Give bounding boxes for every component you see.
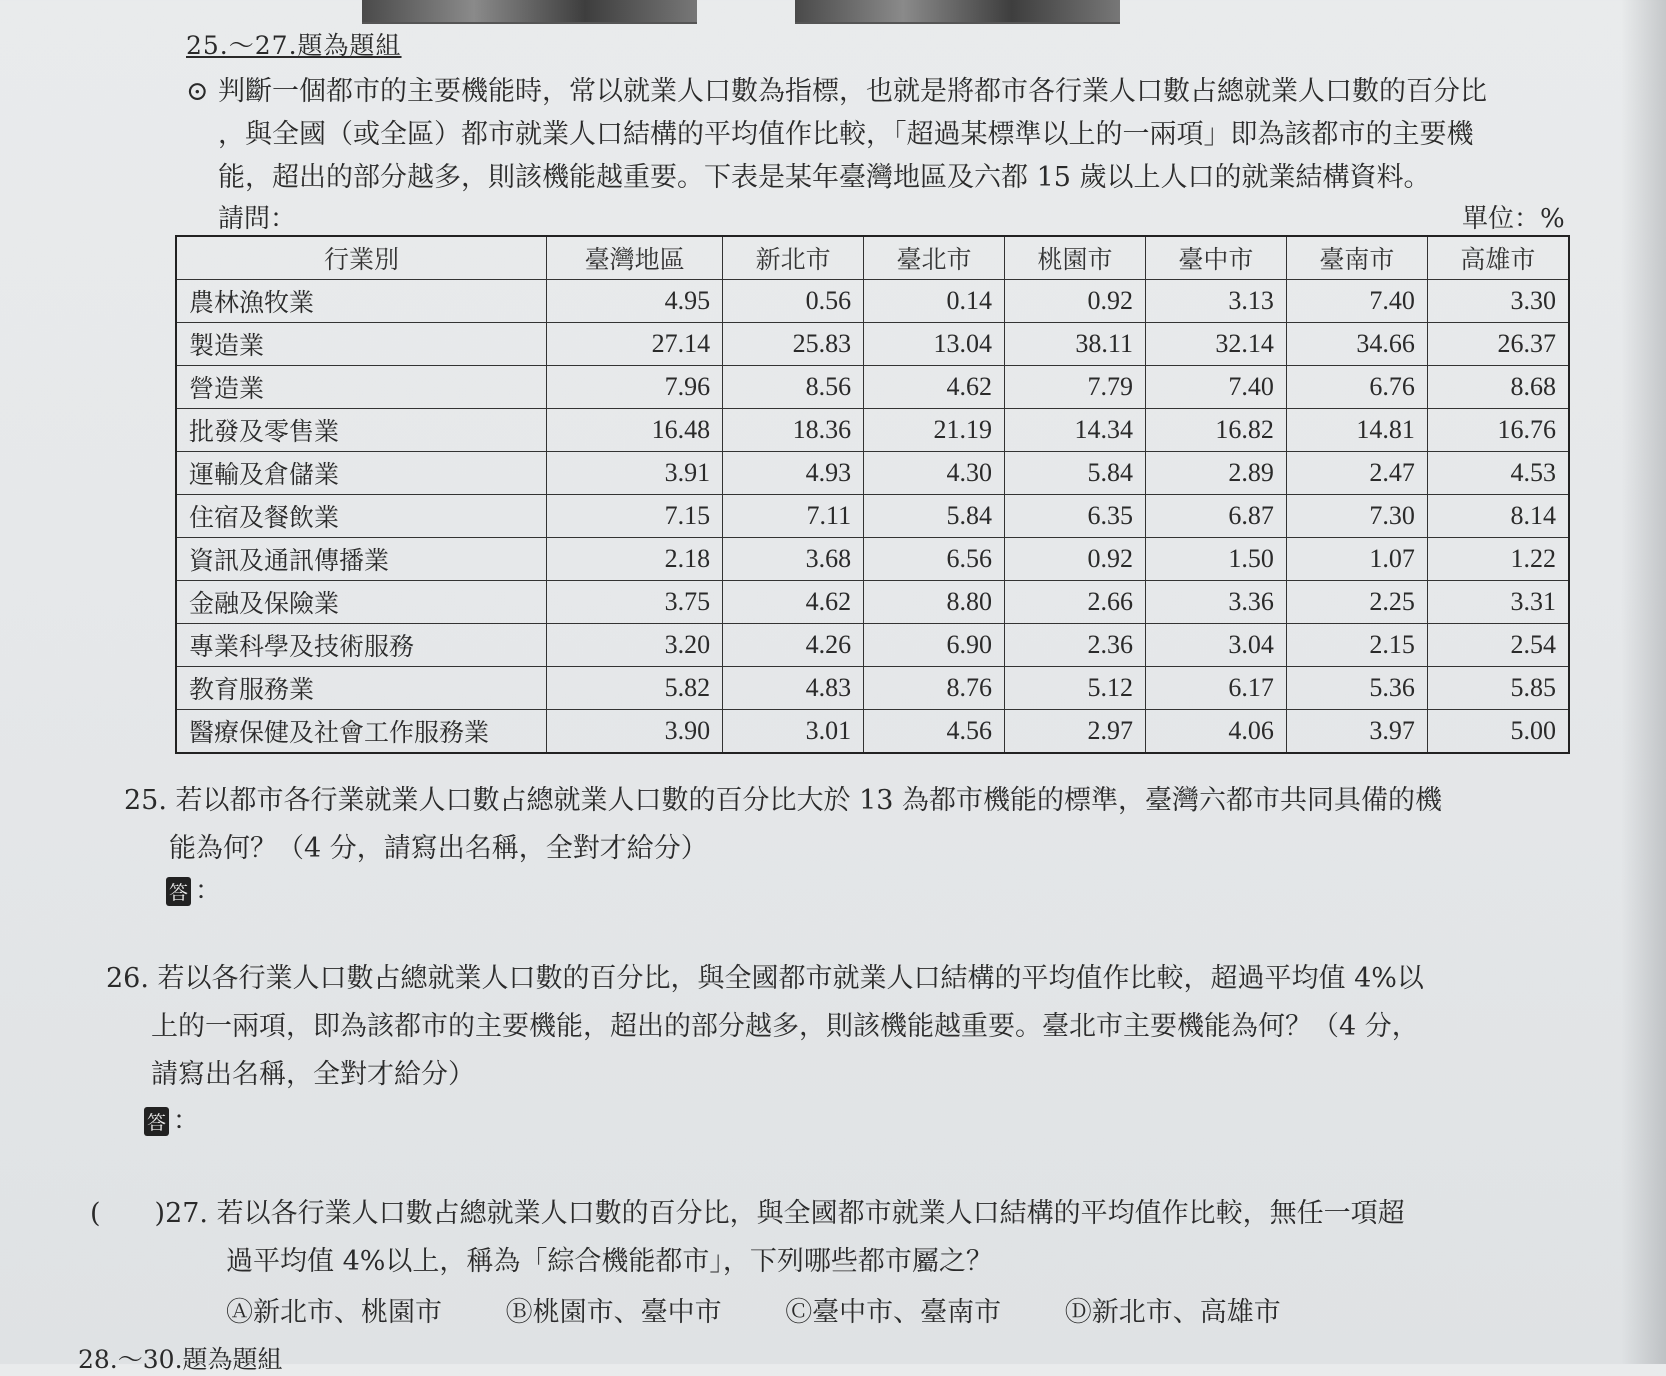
- value-cell: 3.91: [547, 452, 723, 495]
- ask-label: 請問：: [218, 204, 297, 234]
- value-cell: 8.56: [723, 366, 864, 409]
- value-cell: 4.83: [723, 667, 864, 710]
- value-cell: 8.76: [864, 667, 1005, 710]
- value-cell: 3.97: [1286, 710, 1427, 754]
- value-cell: 3.68: [723, 538, 864, 581]
- industry-name-cell: 專業科學及技術服務: [176, 624, 547, 667]
- value-cell: 5.84: [1005, 452, 1146, 495]
- value-cell: 3.13: [1145, 280, 1286, 323]
- answer-icon: 答: [144, 1107, 169, 1136]
- value-cell: 7.15: [547, 495, 723, 538]
- value-cell: 4.53: [1427, 452, 1569, 495]
- table-row: [176, 366, 1569, 409]
- value-cell: 3.75: [547, 581, 723, 624]
- q25-line-1: 25. 若以都市各行業就業人口數占總就業人口數的百分比大於 13 為都市機能的標準，臺灣六都市共同具備的機: [124, 785, 1443, 816]
- value-cell: 4.93: [723, 452, 864, 495]
- value-cell: 4.62: [864, 366, 1005, 409]
- value-cell: 4.30: [864, 452, 1005, 495]
- answer-25[interactable]: 答 ：: [166, 870, 221, 907]
- value-cell: 6.76: [1286, 366, 1427, 409]
- value-cell: 1.50: [1145, 538, 1286, 581]
- value-cell: 4.06: [1145, 710, 1286, 754]
- option-a[interactable]: Ⓐ新北市、桃園市: [226, 1297, 442, 1328]
- value-cell: 3.90: [547, 710, 723, 754]
- header-cell: 新北市: [723, 236, 864, 280]
- value-cell: 5.12: [1005, 667, 1146, 710]
- option-c[interactable]: Ⓒ臺中市、臺南市: [785, 1297, 1002, 1328]
- industry-name-cell: 批發及零售業: [176, 409, 547, 452]
- group-title: 25.～27.題為題組: [186, 31, 402, 60]
- header-cell: 臺中市: [1145, 236, 1286, 280]
- value-cell: 2.66: [1005, 581, 1146, 624]
- question-27: [90, 1190, 1590, 1286]
- industry-name-cell: 營造業: [176, 366, 547, 409]
- value-cell: 7.40: [1145, 366, 1286, 409]
- header-cell: 臺北市: [864, 236, 1005, 280]
- value-cell: 2.54: [1427, 624, 1569, 667]
- value-cell: 0.14: [864, 280, 1005, 323]
- value-cell: 8.80: [864, 581, 1005, 624]
- table-header-row: [176, 236, 1569, 280]
- value-cell: 38.11: [1005, 323, 1146, 366]
- value-cell: 16.48: [547, 409, 723, 452]
- value-cell: 3.01: [723, 710, 864, 754]
- intro-line-1: ⊙ 判斷一個都市的主要機能時，常以就業人口數為指標，也就是將都市各行業人口數占總就業人口數的百分比: [186, 70, 1581, 113]
- value-cell: 4.62: [723, 581, 864, 624]
- unit-label: 單位：%: [1462, 204, 1565, 234]
- value-cell: 3.36: [1145, 581, 1286, 624]
- value-cell: 0.92: [1005, 280, 1146, 323]
- value-cell: 6.17: [1145, 667, 1286, 710]
- value-cell: 6.90: [864, 624, 1005, 667]
- value-cell: 2.15: [1286, 624, 1427, 667]
- value-cell: 4.95: [547, 280, 723, 323]
- table-row: [176, 538, 1569, 581]
- value-cell: 2.18: [547, 538, 723, 581]
- value-cell: 8.14: [1427, 495, 1569, 538]
- option-b[interactable]: Ⓑ桃園市、臺中市: [505, 1297, 722, 1328]
- top-photo-left: [362, 0, 697, 24]
- top-photo-right: [795, 0, 1120, 24]
- value-cell: 34.66: [1286, 323, 1427, 366]
- value-cell: 7.30: [1286, 495, 1427, 538]
- value-cell: 16.82: [1145, 409, 1286, 452]
- value-cell: 5.00: [1427, 710, 1569, 754]
- value-cell: 18.36: [723, 409, 864, 452]
- value-cell: 4.26: [723, 624, 864, 667]
- industry-name-cell: 醫療保健及社會工作服務業: [176, 710, 547, 754]
- value-cell: 5.82: [547, 667, 723, 710]
- value-cell: 21.19: [864, 409, 1005, 452]
- table-row: [176, 710, 1569, 754]
- table-row: [176, 581, 1569, 624]
- industry-name-cell: 住宿及餐飲業: [176, 495, 547, 538]
- header-cell: 臺南市: [1286, 236, 1427, 280]
- table-row: [176, 495, 1569, 538]
- q27-line-1: ( )27. 若以各行業人口數占總就業人口數的百分比，與全國都市就業人口結構的平均值作比較，無任一項超: [90, 1198, 1405, 1229]
- q26-line-2: 上的一兩項，即為該都市的主要機能，超出的部分越多，則該機能越重要。臺北市主要機能為何？（4 分，: [151, 1011, 1419, 1042]
- intro-line-3: 能，超出的部分越多，則該機能越重要。下表是某年臺灣地區及六都 15 歲以上人口的就業結構資料。: [218, 162, 1431, 193]
- option-d[interactable]: Ⓓ新北市、高雄市: [1064, 1297, 1281, 1328]
- page-edge-shadow: [1621, 0, 1666, 1364]
- value-cell: 5.84: [864, 495, 1005, 538]
- value-cell: 2.89: [1145, 452, 1286, 495]
- industry-name-cell: 教育服務業: [176, 667, 547, 710]
- header-cell: 桃園市: [1005, 236, 1146, 280]
- table-row: [176, 280, 1569, 323]
- next-group-title: 28.～30.題為題組: [78, 1345, 283, 1374]
- question-26: [106, 955, 1586, 1099]
- value-cell: 6.56: [864, 538, 1005, 581]
- value-cell: 13.04: [864, 323, 1005, 366]
- table-row: [176, 624, 1569, 667]
- table-row: [176, 409, 1569, 452]
- answer-26[interactable]: 答 ：: [144, 1100, 199, 1137]
- table-row: [176, 667, 1569, 710]
- value-cell: 7.40: [1286, 280, 1427, 323]
- header-cell: 高雄市: [1427, 236, 1569, 280]
- value-cell: 6.35: [1005, 495, 1146, 538]
- value-cell: 3.31: [1427, 581, 1569, 624]
- value-cell: 3.20: [547, 624, 723, 667]
- value-cell: 5.85: [1427, 667, 1569, 710]
- value-cell: 32.14: [1145, 323, 1286, 366]
- value-cell: 4.56: [864, 710, 1005, 754]
- q26-line-1: 26. 若以各行業人口數占總就業人口數的百分比，與全國都市就業人口結構的平均值作比較，超過平均值 4%以: [106, 963, 1424, 994]
- industry-name-cell: 農林漁牧業: [176, 280, 547, 323]
- value-cell: 2.25: [1286, 581, 1427, 624]
- q27-options: [226, 1290, 1336, 1329]
- q27-line-2: 過平均值 4%以上，稱為「綜合機能都市」，下列哪些都市屬之？: [226, 1246, 993, 1277]
- question-25: [124, 777, 1584, 873]
- value-cell: 27.14: [547, 323, 723, 366]
- value-cell: 2.36: [1005, 624, 1146, 667]
- value-cell: 14.34: [1005, 409, 1146, 452]
- q26-line-3: 請寫出名稱，全對才給分）: [151, 1059, 475, 1090]
- industry-name-cell: 金融及保險業: [176, 581, 547, 624]
- answer-icon: 答: [166, 877, 191, 906]
- value-cell: 0.56: [723, 280, 864, 323]
- value-cell: 3.30: [1427, 280, 1569, 323]
- table-body: [176, 280, 1569, 754]
- table-row: [176, 452, 1569, 495]
- value-cell: 2.97: [1005, 710, 1146, 754]
- intro-paragraph: [186, 70, 1581, 199]
- value-cell: 6.87: [1145, 495, 1286, 538]
- value-cell: 1.22: [1427, 538, 1569, 581]
- value-cell: 7.79: [1005, 366, 1146, 409]
- table-row: [176, 323, 1569, 366]
- industry-name-cell: 運輸及倉儲業: [176, 452, 547, 495]
- value-cell: 7.11: [723, 495, 864, 538]
- value-cell: 16.76: [1427, 409, 1569, 452]
- header-cell: 臺灣地區: [547, 236, 723, 280]
- value-cell: 2.47: [1286, 452, 1427, 495]
- value-cell: 1.07: [1286, 538, 1427, 581]
- value-cell: 26.37: [1427, 323, 1569, 366]
- header-cell: 行業別: [176, 236, 547, 280]
- industry-name-cell: 製造業: [176, 323, 547, 366]
- value-cell: 14.81: [1286, 409, 1427, 452]
- value-cell: 7.96: [547, 366, 723, 409]
- q25-line-2: 能為何？（4 分，請寫出名稱，全對才給分）: [169, 833, 708, 864]
- value-cell: 25.83: [723, 323, 864, 366]
- industry-name-cell: 資訊及通訊傳播業: [176, 538, 547, 581]
- bullet-icon: ⊙: [186, 76, 209, 107]
- employment-structure-table: [175, 235, 1570, 754]
- value-cell: 0.92: [1005, 538, 1146, 581]
- value-cell: 5.36: [1286, 667, 1427, 710]
- value-cell: 3.04: [1145, 624, 1286, 667]
- intro-line-2: ，與全國（或全區）都市就業人口結構的平均值作比較，「超過某標準以上的一兩項」即為該都市的主要機: [218, 119, 1474, 150]
- value-cell: 8.68: [1427, 366, 1569, 409]
